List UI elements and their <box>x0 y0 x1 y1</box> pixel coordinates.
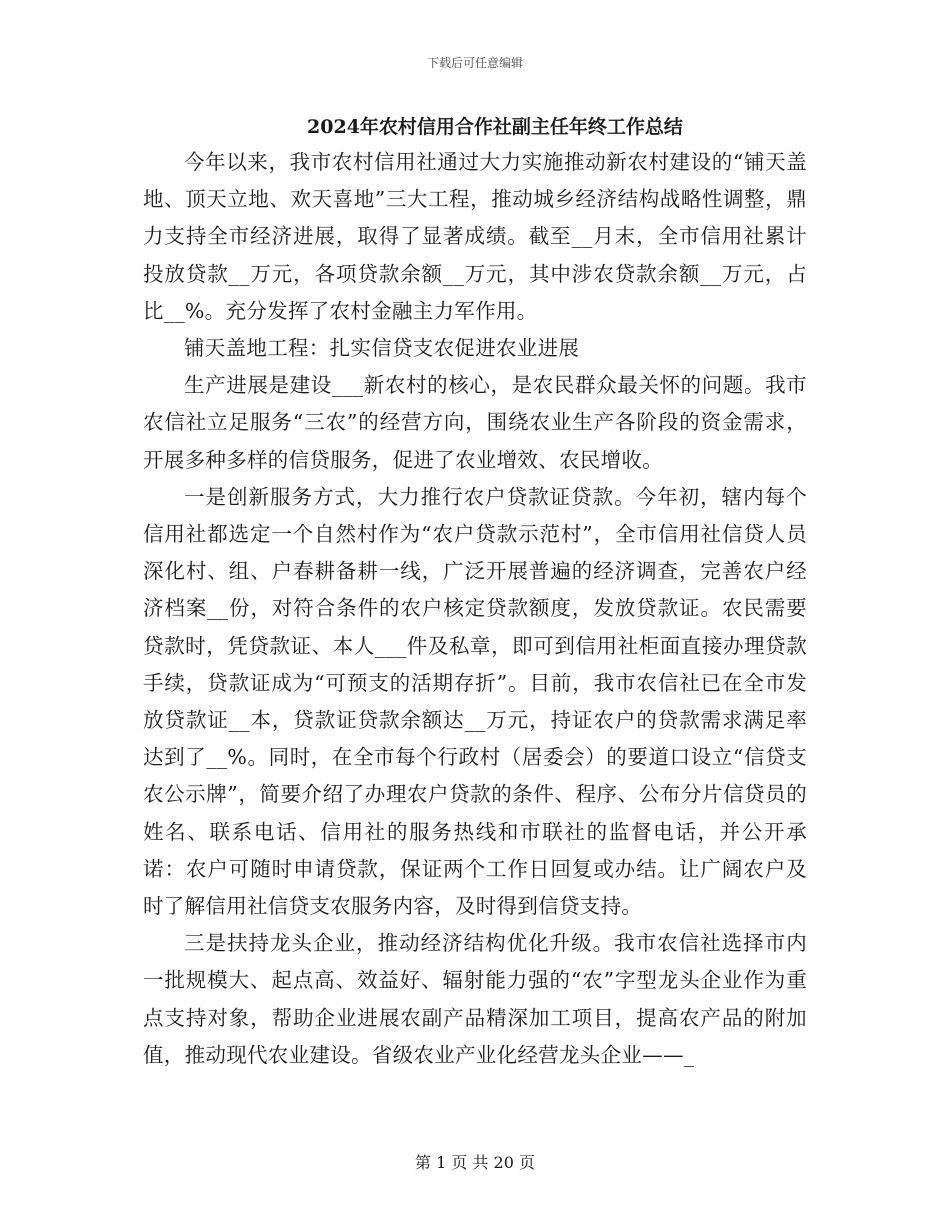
document-body <box>143 110 807 1074</box>
document-title: 2024年农村信用合作社副主任年终工作总结 <box>307 116 683 138</box>
paragraph-leading-enterprises: 三是扶持龙头企业，推动经济结构优化升级。我市农信社选择市内一批规模大、起点高、效益好、辐射能力强的“农”字型龙头企业作为重点支持对象，帮助企业进展农副产品精深加工项目，提高农产品的附加值，推动现代农业建设。省级农业产业化经营龙头企业——_ <box>143 931 807 1067</box>
paragraph-service-innovation: 一是创新服务方式，大力推行农户贷款证贷款。今年初，辖内每个信用社都选定一个自然村作为“农户贷款示范村”，全市信用社信贷人员深化村、组、户春耕备耕一线，广泛开展普遍的经济调查，完善农户经济档案__份，对符合条件的农户核定贷款额度，发放贷款证。农民需要贷款时，凭贷款证、本人___件及私章，即可到信用社柜面直接办理贷款手续，贷款证成为“可预支的活期存折”。目前，我市农信社已在全市发放贷款证__本，贷款证贷款余额达__万元，持证农户的贷款需求满足率达到了__%。同时，在全市每个行政村（居委会）的要道口设立“信贷支农公示牌”，简要介绍了办理农户贷款的条件、程序、公布分片信贷员的姓名、联系电话、信用社的服务热线和市联社的监督电话，并公开承诺：农户可随时申请贷款，保证两个工作日回复或办结。让广阔农户及时了解信用社信贷支农服务内容，及时得到信贷支持。 <box>143 484 807 919</box>
page-header-note: 下载后可任意编辑 <box>426 56 523 70</box>
page-number: 第 1 页 共 20 页 <box>415 1153 535 1172</box>
paragraph-section-heading: 铺天盖地工程：扎实信贷支农促进农业进展 <box>184 336 580 361</box>
paragraph-production: 生产进展是建设___新农村的核心，是农民群众最关怀的问题。我市农信社立足服务“三农”的经营方向，围绕农业生产各阶段的资金需求，开展多种多样的信贷服务，促进了农业增效、农民增收。 <box>143 373 807 472</box>
paragraph-intro: 今年以来，我市农村信用社通过大力实施推动新农村建设的“铺天盖地、顶天立地、欢天喜地”三大工程，推动城乡经济结构战略性调整，鼎力支持全市经济进展，取得了显著成绩。截至__月末，全市信用社累计投放贷款__万元，各项贷款余额__万元，其中涉农贷款余额__万元，占比__%。充分发挥了农村金融主力军作用。 <box>143 150 807 323</box>
